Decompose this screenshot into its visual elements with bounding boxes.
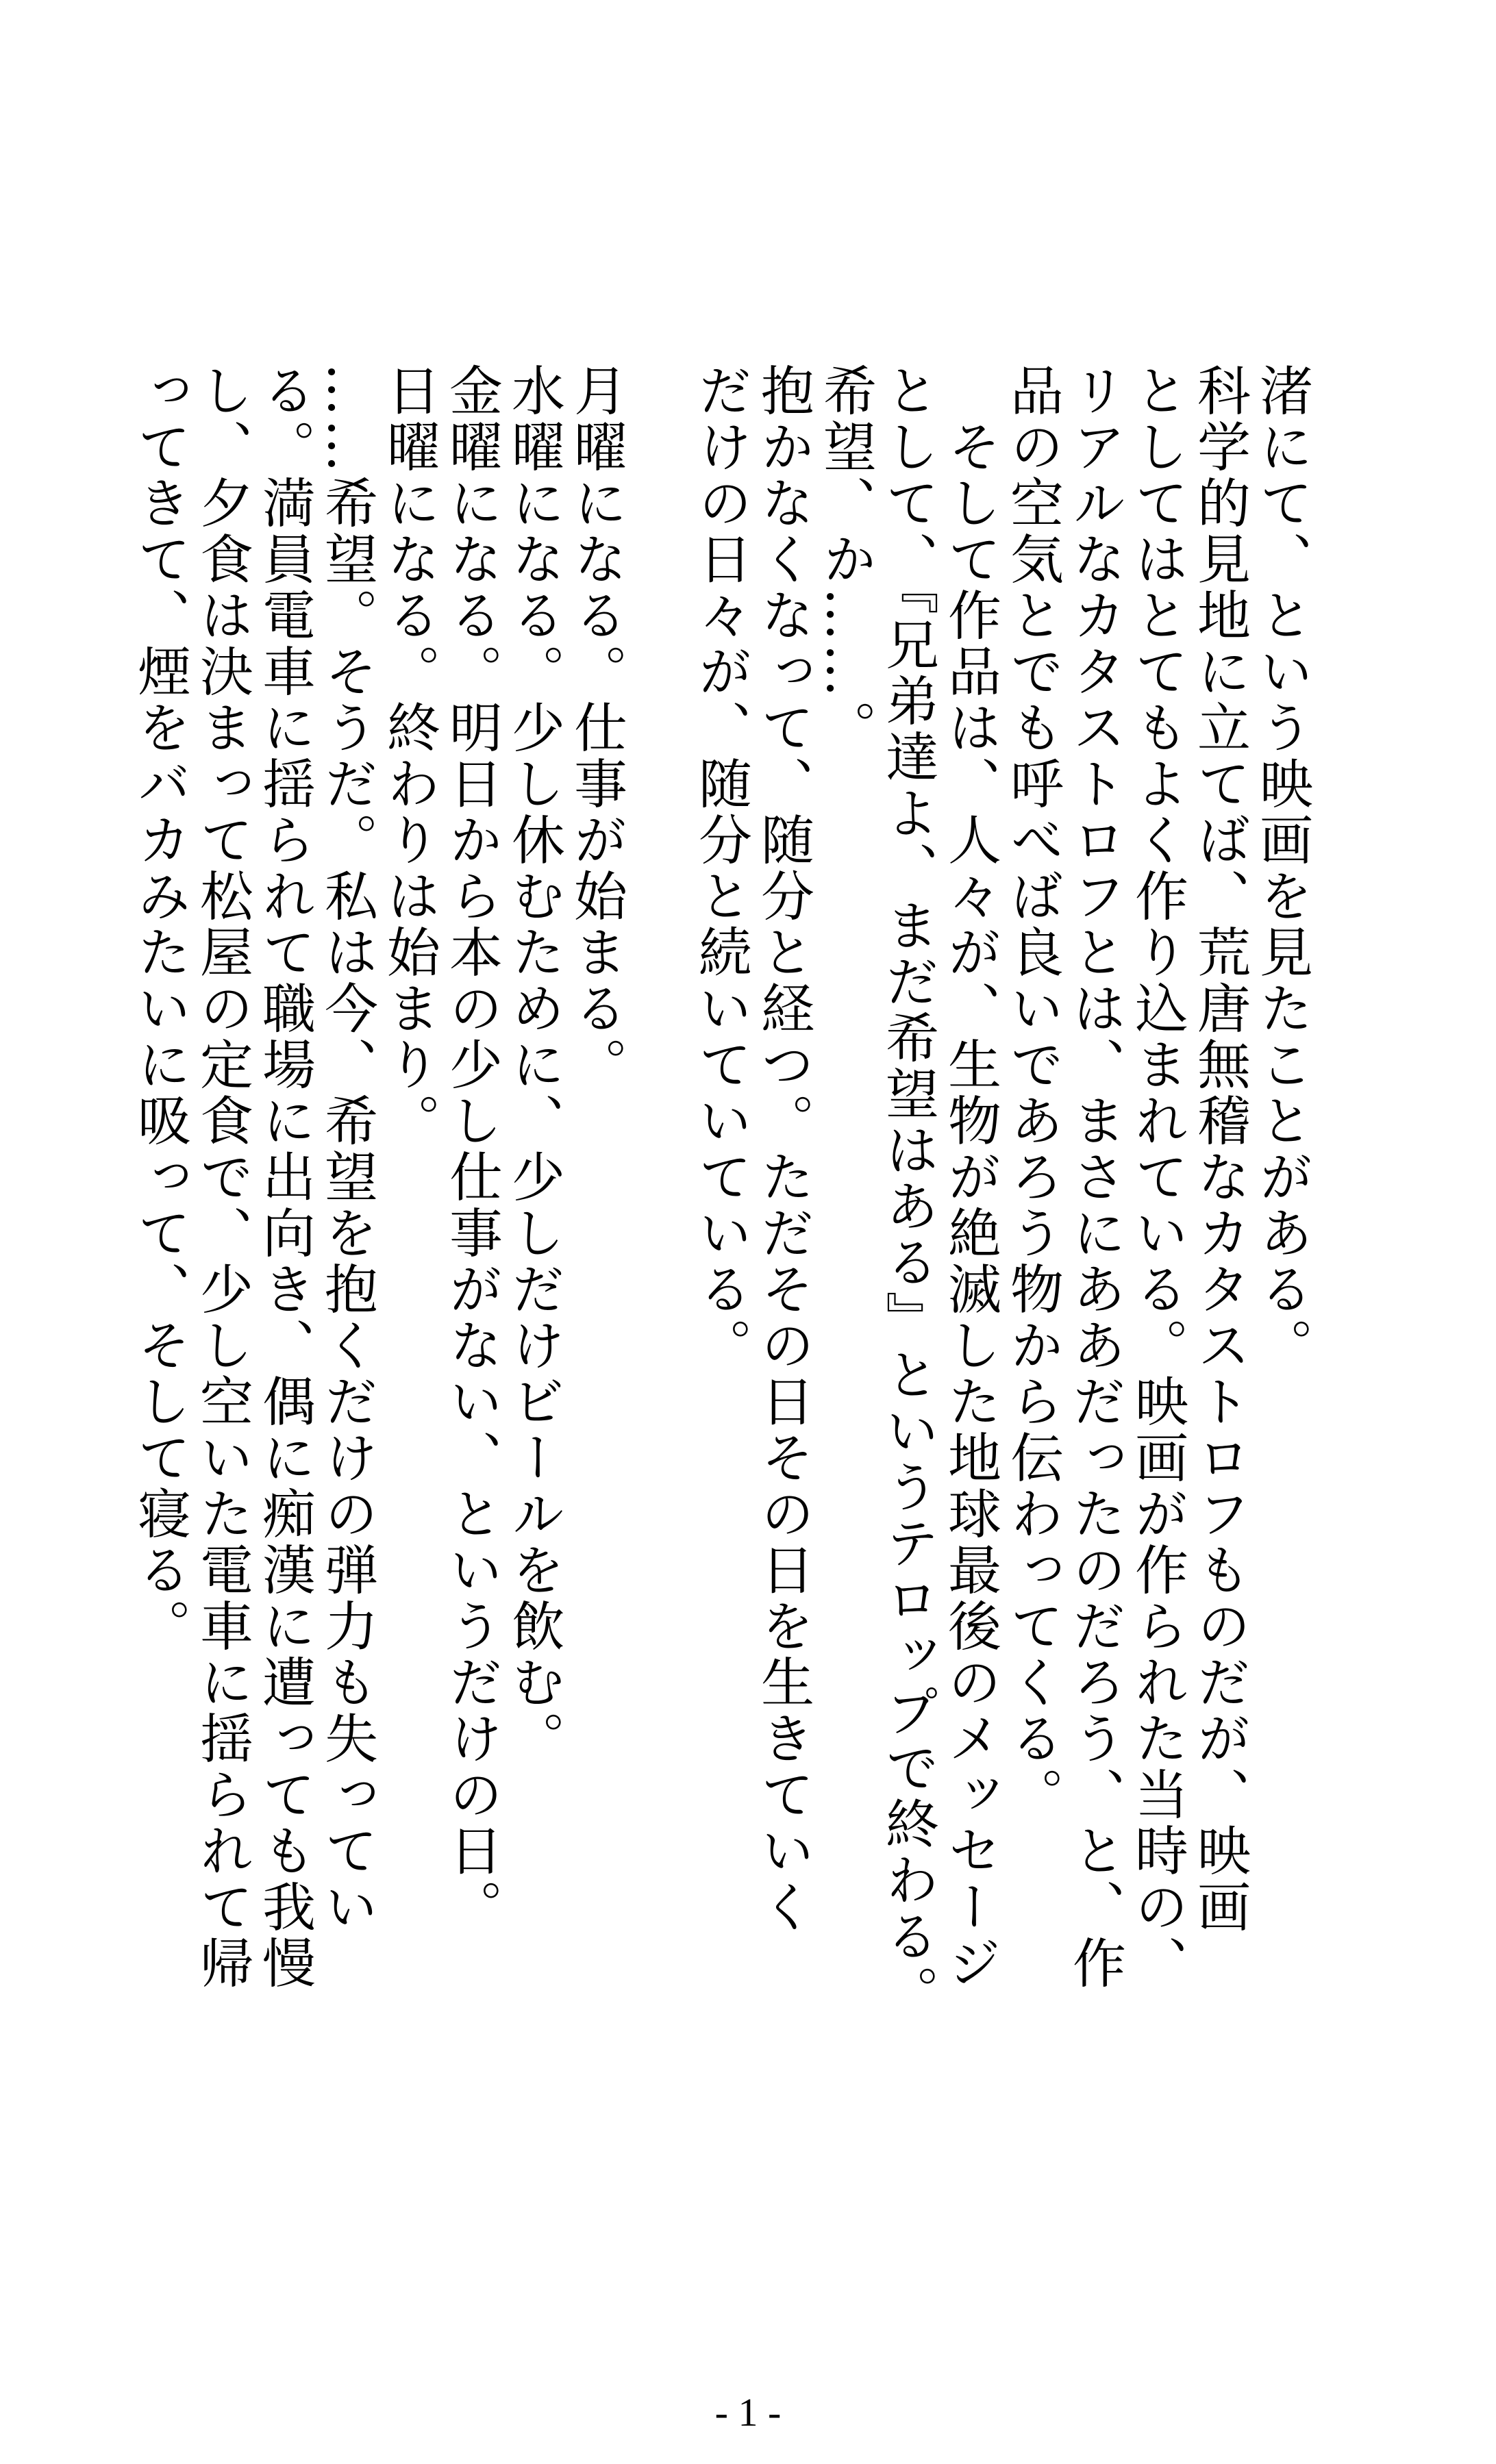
- text-line: 科学的見地に立てば、荒唐無稽なカタストロフものだが、映画: [1188, 363, 1250, 1935]
- text-line: ってきて、煙をバカみたいに吸って、そして寝る。: [129, 363, 190, 1655]
- text-line: リアルなカタストロフとは、まさにああだったのだろう、と、作: [1064, 363, 1125, 1991]
- text-line: 希望、か……。: [814, 363, 876, 756]
- text-line: し、夕食は決まって松屋の定食で、少し空いた電車に揺られて帰: [191, 363, 253, 1991]
- text-line: 月曜になる。仕事が始まる。: [565, 363, 627, 1093]
- text-line: ……希望。そうだ。私は今、希望を抱くだけの弾力も失ってい: [316, 363, 377, 1935]
- text-line: 日曜になる。終わりは始まり。: [378, 363, 440, 1149]
- text-line: としてはとてもよく作り込まれている。映画が作られた当時の、: [1126, 363, 1188, 1991]
- text-line: 品の空気とでも呼べば良いであろう物から伝わってくる。: [1001, 363, 1063, 1823]
- blank-line: [627, 363, 689, 2212]
- text-line: そして作品は、人々が、生物が絶滅した地球最後のメッセージ: [939, 363, 1001, 1991]
- text-line: る。満員電車に揺られて職場に出向き、偶に痴漢に遭っても我慢: [253, 363, 315, 1991]
- text-line: 抱かなくなって、随分と経つ。ただその日その日を生きていく: [752, 363, 814, 1935]
- text-line: 金曜になる。明日から本の少し仕事がない、というだけの日。: [440, 363, 502, 1935]
- page-number: - 1 -: [714, 2390, 782, 2435]
- vertical-text-body: [128, 363, 1312, 2212]
- text-line: だけの日々が、随分と続いていている。: [690, 363, 751, 1374]
- text-line: 水曜になる。少し休むために、少しだけビールを飲む。: [503, 363, 564, 1767]
- text-line: 渚にて、という映画を見たことがある。: [1251, 363, 1312, 1374]
- text-line: として、『兄弟達よ、まだ希望はある』というテロップで終わる。: [877, 363, 938, 2021]
